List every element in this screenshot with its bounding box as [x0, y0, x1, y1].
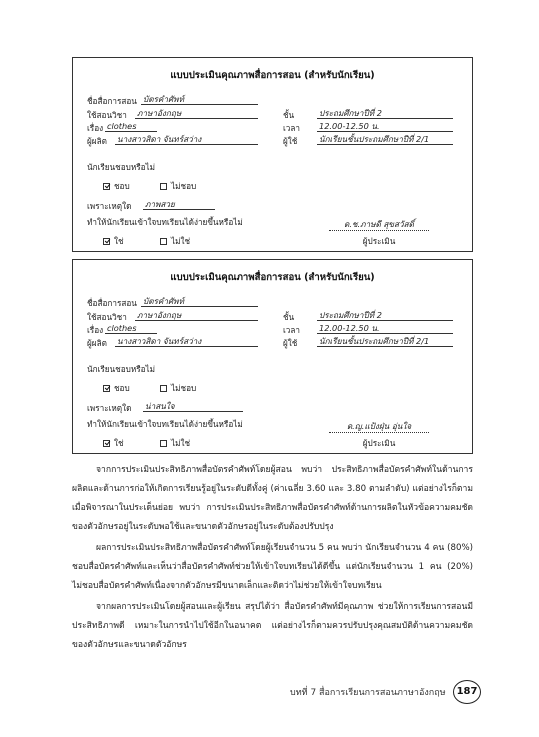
checkbox-understand-no[interactable]: [160, 238, 167, 245]
subject-label: ใช้สอนวิชา: [87, 312, 127, 322]
time-label: เวลา: [283, 325, 301, 335]
producer-label: ผู้ผลิต: [87, 338, 107, 348]
checkbox-understand-yes[interactable]: [103, 440, 110, 447]
option-yes-label: ใช่: [114, 438, 124, 448]
evaluator-signature: ด.ช.ภาษดี สุขสวัสดิ์: [329, 220, 429, 231]
checkbox-like-yes[interactable]: [103, 183, 110, 190]
subject-value: ภาษาอังกฤษ: [135, 311, 258, 321]
chapter-footer: บทที่ 7 สื่อการเรียนการสอนภาษาอังกฤษ: [290, 688, 446, 698]
checkbox-understand-yes[interactable]: [103, 238, 110, 245]
form-title: แบบประเมินคุณภาพสื่อการสอน (สำหรับนักเรียน): [170, 70, 375, 81]
question-understand: ทำให้นักเรียนเข้าใจบทเรียนได้ง่ายขึ้นหรือไม่: [87, 217, 243, 227]
producer-label: ผู้ผลิต: [87, 136, 107, 146]
evaluation-form-2: [72, 259, 473, 454]
subject-label: ใช้สอนวิชา: [87, 110, 127, 120]
media-label: ชื่อสื่อการสอน: [87, 96, 137, 106]
grade-value: ประถมศึกษาปีที่ 2: [317, 311, 453, 321]
option-yes-label: ใช่: [114, 236, 124, 246]
media-value: บัตรคำศัพท์: [141, 95, 258, 105]
reason-value: ภาพสวย: [143, 200, 215, 210]
page-number: 187: [453, 680, 481, 704]
producer-value: นางสาวสิดา จันทร์สว่าง: [115, 337, 258, 347]
checkbox-like-yes[interactable]: [103, 385, 110, 392]
paragraph-1: จากการประเมินประสิทธิภาพสื่อบัตรคำศัพท์โดยผู้สอน พบว่า ประสิทธิภาพสื่อบัตรคำศัพท์ในด้านการผลิตและด้านการก่อให้เกิดการเรียนรู้อยู่ในระดับดีทั้งคู่ (ค่าเฉลี่ย 3.60 และ 3.80 ตามลำดับ) แต่อย่างไรก็ตาม เมื่อพิจารณาในประเด็นย่อย พบว่า การประเมินประสิทธิภาพสื่อบัตรคำศัพท์ด้านการผลิตในหัวข้อความคมชัดของตัวอักษรอยู่ในระดับพอใช้และขนาดตัวอักษรอยู่ในระดับต้องปรับปรุง: [72, 465, 473, 532]
option-like-label: ชอบ: [114, 383, 130, 393]
evaluation-form-1: [72, 57, 473, 252]
option-no-label: ไม่ใช่: [171, 438, 191, 448]
media-label: ชื่อสื่อการสอน: [87, 298, 137, 308]
grade-label: ชั้น: [283, 312, 295, 322]
evaluator-role: ผู้ประเมิน: [362, 438, 396, 448]
producer-value: นางสาวสิดา จันทร์สว่าง: [115, 135, 258, 145]
reason-label: เพราะเหตุใด: [87, 201, 132, 211]
checkbox-like-no[interactable]: [160, 183, 167, 190]
reason-value: น่าสนใจ: [143, 402, 243, 412]
grade-label: ชั้น: [283, 110, 295, 120]
user-value: นักเรียนชั้นประถมศึกษาปีที่ 2/1: [317, 135, 453, 145]
topic-value: clothes: [105, 324, 157, 334]
media-value: บัตรคำศัพท์: [141, 297, 258, 307]
option-no-label: ไม่ใช่: [171, 236, 191, 246]
question-like: นักเรียนชอบหรือไม่: [87, 162, 156, 172]
grade-value: ประถมศึกษาปีที่ 2: [317, 109, 453, 119]
topic-label: เรื่อง: [87, 123, 104, 133]
checkbox-understand-no[interactable]: [160, 440, 167, 447]
form-title: แบบประเมินคุณภาพสื่อการสอน (สำหรับนักเรียน): [170, 272, 375, 283]
time-label: เวลา: [283, 123, 301, 133]
topic-value: clothes: [105, 122, 157, 132]
evaluator-role: ผู้ประเมิน: [362, 236, 396, 246]
option-dislike-label: ไม่ชอบ: [171, 181, 197, 191]
question-like: นักเรียนชอบหรือไม่: [87, 364, 156, 374]
user-value: นักเรียนชั้นประถมศึกษาปีที่ 2/1: [317, 337, 453, 347]
reason-label: เพราะเหตุใด: [87, 403, 132, 413]
time-value: 12.00-12.50 น.: [317, 324, 453, 334]
user-label: ผู้ใช้: [283, 136, 298, 146]
question-understand: ทำให้นักเรียนเข้าใจบทเรียนได้ง่ายขึ้นหรือไม่: [87, 419, 243, 429]
paragraph-2: ผลการประเมินประสิทธิภาพสื่อบัตรคำศัพท์โดยผู้เรียนจำนวน 5 คน พบว่า นักเรียนจำนวน 4 คน (80%) ชอบสื่อบัตรคำศัพท์และเห็นว่าสื่อบัตรคำศัพท์ช่วยให้เข้าใจบทเรียนได้ดีขึ้น แต่นักเรียนจำนวน 1 คน (20%) ไม่ชอบสื่อบัตรคำศัพท์เนื่องจากตัวอักษรมีขนาดเล็กและติดว่าไม่ช่วยให้เข้าใจบทเรียน: [72, 543, 473, 591]
evaluator-signature: ด.ญ.แป้งฝุ่น อุ่นใจ: [329, 422, 429, 433]
option-dislike-label: ไม่ชอบ: [171, 383, 197, 393]
subject-value: ภาษาอังกฤษ: [135, 109, 258, 119]
body-text: [72, 461, 473, 655]
paragraph-3: จากผลการประเมินโดยผู้สอนและผู้เรียน สรุปได้ว่า สื่อบัตรคำศัพท์มีคุณภาพ ช่วยให้การเรียนการสอนมีประสิทธิภาพดี เหมาะในการนำไปใช้อีกในอนาคต แต่อย่างไรก็ตามควรปรับปรุงคุณสมบัติด้านความคมชัดของตัวอักษรและขนาดตัวอักษร: [72, 602, 473, 650]
checkbox-like-no[interactable]: [160, 385, 167, 392]
option-like-label: ชอบ: [114, 181, 130, 191]
topic-label: เรื่อง: [87, 325, 104, 335]
user-label: ผู้ใช้: [283, 338, 298, 348]
time-value: 12.00-12.50 น.: [317, 122, 453, 132]
